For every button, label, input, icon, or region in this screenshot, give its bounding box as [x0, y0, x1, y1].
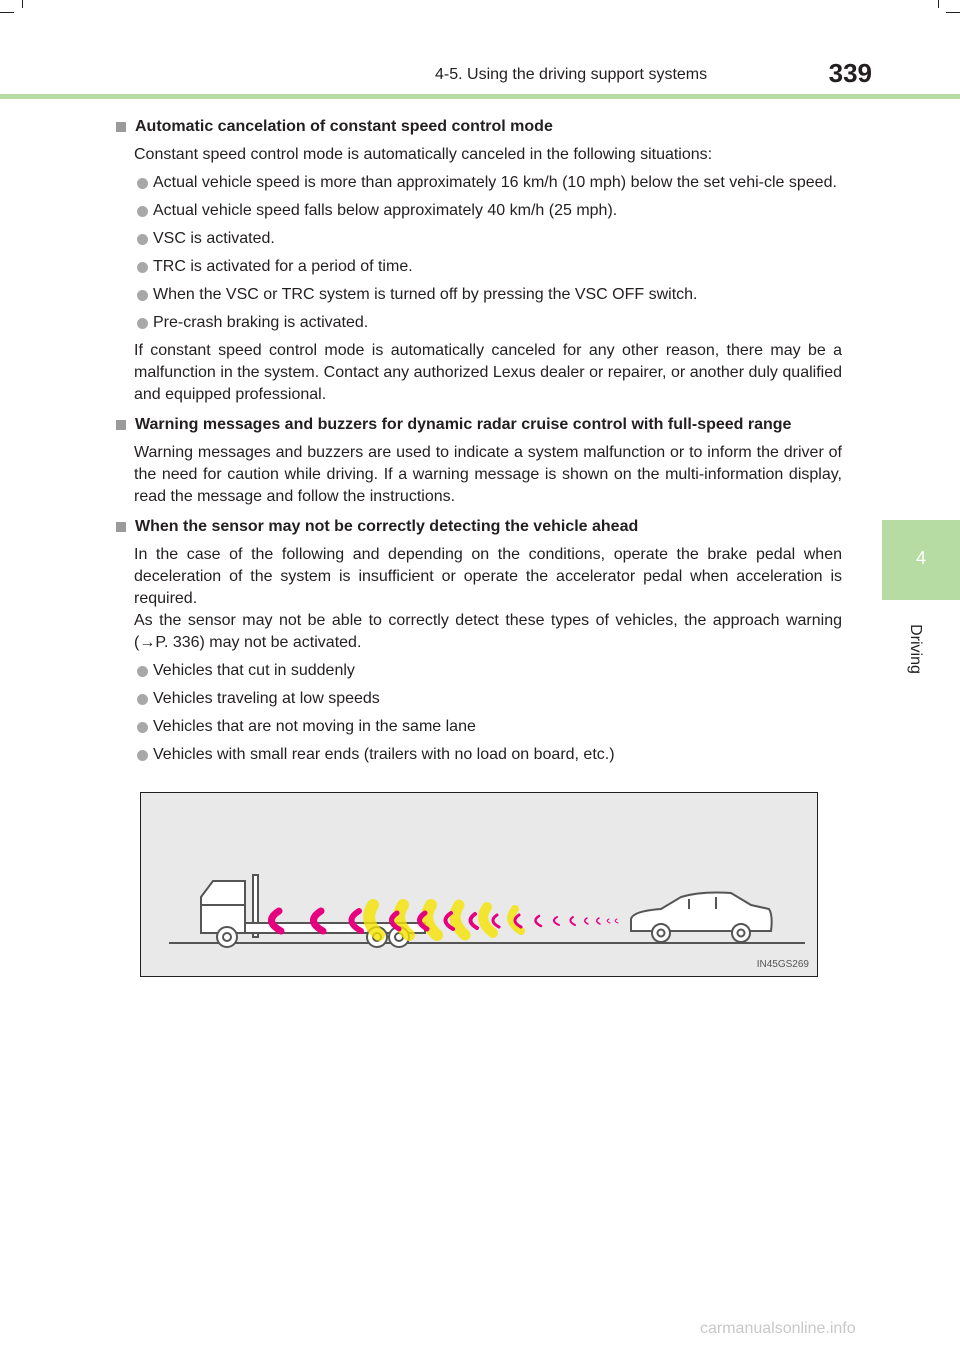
crop-mark: [946, 12, 960, 13]
list-item: Pre-crash braking is activated.: [137, 312, 842, 334]
page-number: 339: [828, 58, 872, 88]
paragraph: If constant speed control mode is automatically canceled for any other reason, there may be a malfunction in the system. Contact any authorized Lexus dealer or repairer, or another duly qualified and equipped professional.: [134, 342, 842, 403]
list-item: Actual vehicle speed falls below approximately 40 km/h (25 mph).: [137, 200, 842, 222]
paragraph: As the sensor may not be able to correctly detect these types of vehicles, the approach warning (→P. 336) may not be activated.: [134, 612, 842, 651]
list-item: Actual vehicle speed is more than approximately 16 km/h (10 mph) below the set vehi-cle speed.: [137, 172, 842, 194]
circle-bullet-icon: [137, 290, 148, 301]
page-content: [116, 110, 842, 766]
chapter-label: Driving: [906, 624, 924, 674]
car-icon: [631, 893, 772, 943]
paragraph: In the case of the following and depending on the conditions, operate the brake pedal when deceleration of the system is insufficient or operate the accelerator pedal when acceleration is required.: [134, 546, 842, 607]
crop-mark: [938, 0, 939, 8]
square-bullet-icon: [116, 420, 126, 430]
chapter-tab: [882, 520, 960, 600]
figure-code: IN45GS269: [756, 959, 809, 970]
header-rule: [0, 94, 960, 99]
circle-bullet-icon: [137, 234, 148, 245]
section-heading: When the sensor may not be correctly detecting the vehicle ahead: [116, 516, 842, 538]
paragraph: Constant speed control mode is automatically canceled in the following situations:: [134, 146, 713, 163]
square-bullet-icon: [116, 122, 126, 132]
list-item: VSC is activated.: [137, 228, 842, 250]
circle-bullet-icon: [137, 262, 148, 273]
circle-bullet-icon: [137, 694, 148, 705]
list-item: Vehicles that cut in suddenly: [137, 660, 842, 682]
circle-bullet-icon: [137, 666, 148, 677]
watermark: carmanualsonline.info: [700, 1320, 856, 1337]
square-bullet-icon: [116, 522, 126, 532]
list-item: TRC is activated for a period of time.: [137, 256, 842, 278]
paragraph: Warning messages and buzzers are used to indicate a system malfunction or to inform the driver of the need for caution while driving. If a warning message is shown on the multi-information display, read the message and follow the instructions.: [134, 444, 842, 505]
chapter-label-wrap: [906, 610, 930, 690]
page-header: [130, 58, 872, 94]
crop-mark: [22, 0, 23, 8]
list-item: When the VSC or TRC system is turned off by pressing the VSC OFF switch.: [137, 284, 842, 306]
section-heading: Warning messages and buzzers for dynamic radar cruise control with full-speed range: [116, 414, 842, 436]
circle-bullet-icon: [137, 750, 148, 761]
radar-illustration: [141, 793, 817, 976]
illustration: [140, 792, 818, 977]
radar-waves: [271, 905, 618, 935]
circle-bullet-icon: [137, 178, 148, 189]
list-item: Vehicles with small rear ends (trailers with no load on board, etc.): [137, 744, 842, 766]
crop-mark: [0, 12, 14, 13]
section-title: 4-5. Using the driving support systems: [435, 66, 708, 83]
truck-icon: [201, 875, 425, 947]
circle-bullet-icon: [137, 722, 148, 733]
list-item: Vehicles traveling at low speeds: [137, 688, 842, 710]
circle-bullet-icon: [137, 318, 148, 329]
circle-bullet-icon: [137, 206, 148, 217]
chapter-number: 4: [915, 548, 926, 568]
section-heading: Automatic cancelation of constant speed control mode: [116, 116, 842, 138]
list-item: Vehicles that are not moving in the same lane: [137, 716, 842, 738]
